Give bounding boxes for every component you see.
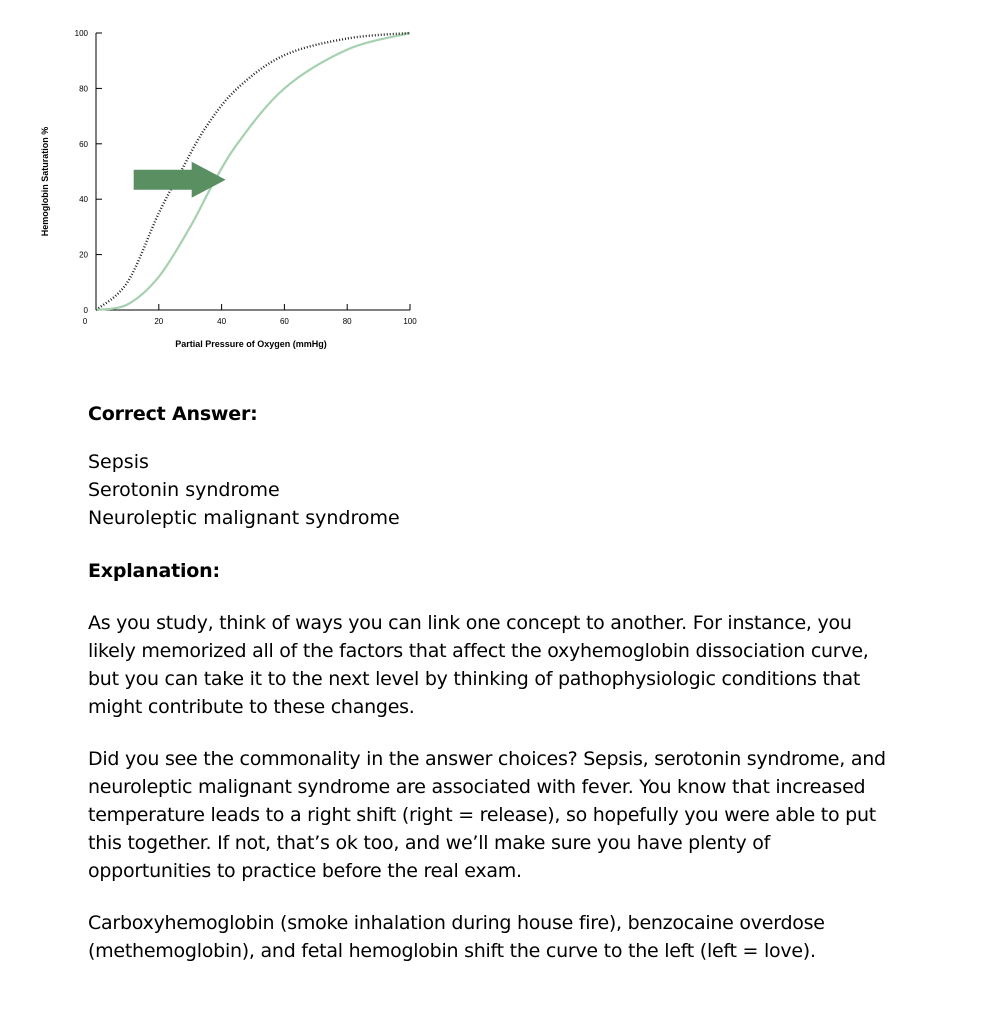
- x-tick-label: 40: [217, 317, 227, 326]
- explanation-paragraph: Carboxyhemoglobin (smoke inhalation during house fire), benzocaine overdose (methemoglobin), and fetal hemoglobin shift the curve to the left (left = love).: [88, 912, 825, 962]
- y-tick-label: 20: [79, 250, 88, 260]
- x-tick-label: 20: [154, 317, 164, 326]
- y-tick-label: 60: [79, 139, 88, 149]
- y-tick-label: 80: [79, 84, 88, 94]
- x-tick-label: 80: [342, 317, 352, 326]
- answer-item: Serotonin syndrome: [88, 479, 280, 501]
- y-tick-label: 0: [83, 306, 88, 315]
- y-tick-label: 100: [74, 29, 88, 38]
- x-axis-title: Partial Pressure of Oxygen (mmHg): [175, 339, 327, 349]
- x-tick-label: 100: [403, 317, 417, 326]
- chart-ticks: [75, 29, 418, 326]
- correct-answer-heading: Correct Answer:: [88, 403, 258, 425]
- explanation-paragraph: Did you see the commonality in the answer choices? Sepsis, serotonin syndrome, and neuroleptic malignant syndrome are associated with fever. You know that increased temperature leads to a right shift (right = release), so hopefully you were able to put this together. If not, that’s ok too, and we’ll make sure you have plenty of opportunities to practice before the real exam.: [88, 748, 886, 882]
- right-shift-arrow-icon: [134, 162, 226, 198]
- answer-item: Sepsis: [88, 451, 149, 473]
- explanation-heading: Explanation:: [88, 560, 220, 582]
- oxyhemoglobin-dissociation-chart: [0, 0, 430, 370]
- answer-item: Neuroleptic malignant syndrome: [88, 507, 400, 529]
- x-tick-label: 0: [82, 317, 88, 326]
- chart-annotations: [134, 162, 226, 198]
- explanation-paragraph: As you study, think of ways you can link one concept to another. For instance, you likely memorized all of the factors that affect the oxyhemoglobin dissociation curve, but you can take it to the next level by thinking of pathophysiologic conditions that might contribute to these changes.: [88, 612, 869, 718]
- answer-content: [88, 400, 898, 965]
- y-tick-label: 40: [79, 195, 88, 205]
- x-tick-label: 60: [279, 317, 289, 326]
- correct-answer-list: [88, 448, 898, 532]
- y-axis-title: Hemoglobin Saturation %: [40, 126, 50, 237]
